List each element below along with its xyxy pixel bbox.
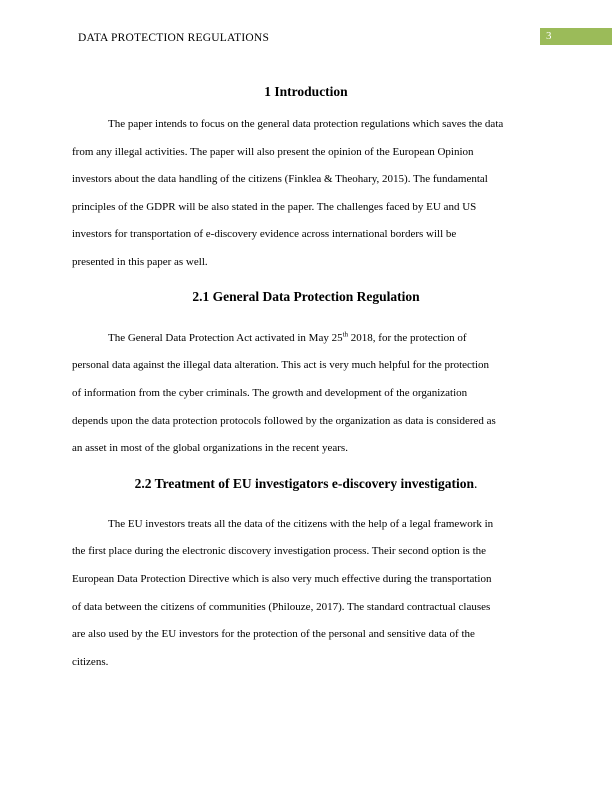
page-number-badge: 3 xyxy=(540,28,612,45)
paragraph-line xyxy=(108,331,467,345)
paragraph-line: of information from the cyber criminals. The growth and development of the organization xyxy=(72,387,468,399)
running-head: DATA PROTECTION REGULATIONS xyxy=(78,32,270,44)
heading-text: 2.2 Treatment of EU investigators e-discovery investigation xyxy=(134,476,474,491)
paragraph-line: The EU investors treats all the data of the citizens with the help of a legal framework in xyxy=(108,518,494,530)
paragraph-line: of data between the citizens of communities (Philouze, 2017). The standard contractual clauses xyxy=(72,601,491,613)
paragraph-line: principles of the GDPR will be also stated in the paper. The challenges faced by EU and US xyxy=(72,201,477,213)
line-text: The General Data Protection Act activated in May 25 xyxy=(108,332,343,344)
paragraph-line: are also used by the EU investors for the protection of the personal and sensitive data of the xyxy=(72,628,475,640)
paragraph-line: European Data Protection Directive which is also very much effective during the transportation xyxy=(72,573,492,585)
paragraph-line: personal data against the illegal data alteration. This act is very much helpful for the protection xyxy=(72,359,490,371)
paragraph-line: the first place during the electronic discovery investigation process. Their second option is the xyxy=(72,545,487,557)
paragraph-line: presented in this paper as well. xyxy=(72,256,208,268)
paragraph-line: depends upon the data protection protocols followed by the organization as data is considered as xyxy=(72,415,496,427)
paragraph-line: from any illegal activities. The paper will also present the opinion of the European Opinion xyxy=(72,146,474,158)
section-heading-eu-investigation xyxy=(0,476,612,492)
line-text: 2018, for the protection of xyxy=(348,332,467,344)
paragraph-line: The paper intends to focus on the general data protection regulations which saves the data xyxy=(108,118,504,130)
ordinal-superscript: th xyxy=(342,330,349,339)
section-heading-gdpr: 2.1 General Data Protection Regulation xyxy=(192,289,420,304)
paragraph-line: investors about the data handling of the citizens (Finklea & Theohary, 2015). The fundamental xyxy=(72,173,488,185)
section-heading-introduction: 1 Introduction xyxy=(264,84,348,99)
heading-trail: . xyxy=(473,476,478,491)
paragraph-line: citizens. xyxy=(72,656,109,668)
paragraph-line: investors for transportation of e-discovery evidence across international borders will be xyxy=(72,228,457,240)
paragraph-line: an asset in most of the global organizations in the recent years. xyxy=(72,442,348,454)
